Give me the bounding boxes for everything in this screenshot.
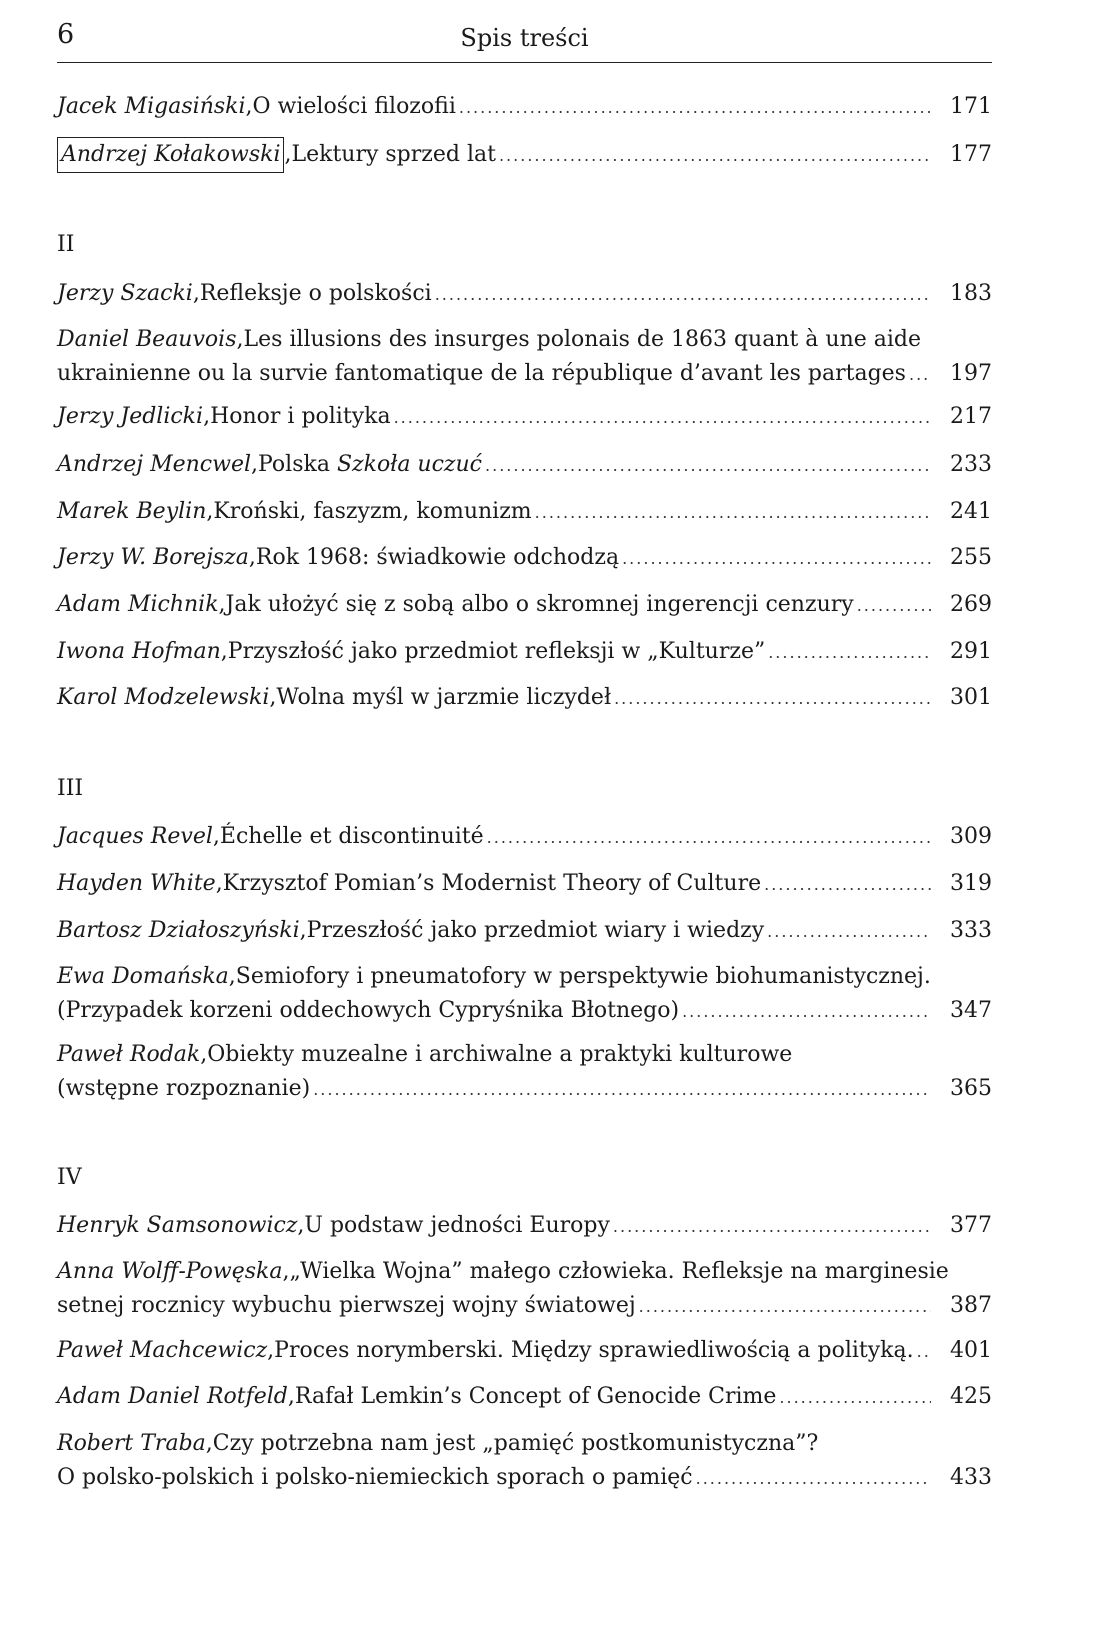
entry-page: 319 xyxy=(950,871,992,896)
entry-page: 233 xyxy=(950,452,992,477)
entry-title: Rafał Lemkin’s Concept of Genocide Crime xyxy=(294,1384,777,1409)
leader-dots xyxy=(682,995,931,1029)
leader-dots xyxy=(917,1335,931,1369)
entry-author: Paweł Machcewicz xyxy=(57,1338,268,1363)
entry-author: Henryk Samsonowicz xyxy=(57,1213,298,1238)
entry-title-line2: O polsko-polskich i polsko-niemieckich sporach o pamięć xyxy=(57,1465,693,1490)
toc-entry xyxy=(57,1209,992,1243)
leader-dots xyxy=(639,1290,931,1324)
entry-title: Krzysztof Pomian’s Modernist Theory of Culture xyxy=(222,871,762,896)
entry-title-line2: ukrainienne ou la survie fantomatique de la république d’avant les partages xyxy=(57,361,906,386)
entry-separator: , xyxy=(192,281,200,306)
toc-entry xyxy=(57,1255,992,1323)
entry-page: 217 xyxy=(950,404,992,429)
entry-title: U podstaw jedności Europy xyxy=(304,1213,610,1238)
entry-page: 365 xyxy=(950,1076,992,1101)
entry-separator: , xyxy=(297,1213,305,1238)
leader-dots xyxy=(696,1462,931,1496)
entry-title-line2: (wstępne rozpoznanie) xyxy=(57,1076,311,1101)
entry-separator: , xyxy=(220,639,228,664)
entry-author: Andrzej Kołakowski xyxy=(57,137,284,173)
entry-author: Jerzy Jedlicki xyxy=(57,404,204,429)
entry-page: 269 xyxy=(950,592,992,617)
entry-separator: , xyxy=(245,94,253,119)
entry-separator: , xyxy=(212,824,220,849)
entry-separator: , xyxy=(228,964,236,989)
entry-separator: , xyxy=(269,685,277,710)
toc-entry xyxy=(57,960,992,1028)
leader-dots xyxy=(485,449,931,483)
entry-author: Robert Traba xyxy=(57,1431,206,1456)
entry-author: Hayden White xyxy=(57,871,216,896)
entry-author: Anna Wolff-Powęska xyxy=(57,1259,283,1284)
entry-title-italic: Szkoła uczuć xyxy=(336,452,483,477)
entry-separator: , xyxy=(299,918,307,943)
toc-entry xyxy=(57,867,992,901)
leader-dots xyxy=(622,542,931,576)
entry-author: Jacques Revel xyxy=(57,824,213,849)
entry-title-line1: Semiofory i pneumatofory w perspektywie biohumanistycznej. xyxy=(235,964,931,989)
entry-page: 333 xyxy=(950,918,992,943)
leader-dots xyxy=(313,1073,931,1107)
entry-title-line1: „Wielka Wojna” małego człowieka. Refleksje na marginesie xyxy=(289,1259,949,1284)
entry-separator: , xyxy=(248,545,256,570)
toc-entry xyxy=(57,1334,992,1368)
entry-page: 241 xyxy=(950,499,992,524)
entry-author: Jerzy Szacki xyxy=(57,281,193,306)
entry-separator: , xyxy=(203,404,211,429)
toc-entry xyxy=(57,635,992,669)
entry-author: Bartosz Działoszyński xyxy=(57,918,300,943)
entry-page: 309 xyxy=(950,824,992,849)
entry-title-line1: Czy potrzebna nam jest „pamięć postkomunistyczna”? xyxy=(212,1431,819,1456)
entry-separator: , xyxy=(287,1384,295,1409)
toc-entry xyxy=(57,323,992,391)
entry-title: Refleksje o polskości xyxy=(199,281,432,306)
section-heading: II xyxy=(57,232,75,257)
leader-dots xyxy=(767,915,931,949)
leader-dots xyxy=(459,91,931,125)
entry-page: 401 xyxy=(950,1338,992,1363)
entry-page: 301 xyxy=(950,685,992,710)
entry-title: Honor i polityka xyxy=(210,404,391,429)
entry-separator: , xyxy=(236,327,244,352)
entry-separator: , xyxy=(215,871,223,896)
entry-title: Wolna myśl w jarzmie liczydeł xyxy=(276,685,612,710)
leader-dots xyxy=(857,589,931,623)
entry-author: Karol Modzelewski xyxy=(57,685,270,710)
entry-author: Paweł Rodak xyxy=(57,1042,201,1067)
entry-separator: , xyxy=(282,1259,290,1284)
entry-page: 433 xyxy=(950,1465,992,1490)
entry-title-prefix: Polska xyxy=(258,452,330,477)
entry-author: Jacek Migasiński xyxy=(57,94,246,119)
entry-title-line1: Obiekty muzealne i archiwalne a praktyki kulturowe xyxy=(207,1042,793,1067)
entry-page: 377 xyxy=(950,1213,992,1238)
entry-page: 347 xyxy=(950,998,992,1023)
entry-title: Przeszłość jako przedmiot wiary i wiedzy xyxy=(306,918,765,943)
section-heading: IV xyxy=(57,1165,82,1190)
entry-title: Échelle et discontinuité xyxy=(219,824,484,849)
entry-page: 197 xyxy=(950,361,992,386)
page-number: 6 xyxy=(57,19,75,50)
leader-dots xyxy=(499,139,931,173)
entry-separator: , xyxy=(251,452,259,477)
entry-page: 387 xyxy=(950,1293,992,1318)
toc-entry xyxy=(57,1427,992,1495)
entry-title: Kroński, faszyzm, komunizm xyxy=(213,499,532,524)
leader-dots xyxy=(535,496,931,530)
toc-entry xyxy=(57,448,992,482)
entry-separator: , xyxy=(218,592,226,617)
entry-author: Daniel Beauvois xyxy=(57,327,237,352)
entry-author: Jerzy W. Borejsza xyxy=(57,545,249,570)
entry-page: 291 xyxy=(950,639,992,664)
entry-page: 171 xyxy=(950,94,992,119)
entry-author: Adam Daniel Rotfeld xyxy=(57,1384,288,1409)
entry-title: Jak ułożyć się z sobą albo o skromnej ingerencji cenzury xyxy=(225,592,854,617)
toc-entry xyxy=(57,90,992,124)
entry-separator: , xyxy=(284,142,292,167)
entry-author: Ewa Domańska xyxy=(57,964,229,989)
entry-separator: , xyxy=(205,1431,213,1456)
toc-entry xyxy=(57,914,992,948)
toc-entry xyxy=(57,541,992,575)
section-heading: III xyxy=(57,776,84,801)
entry-title: Przyszłość jako przedmiot refleksji w „Kulturze” xyxy=(227,639,766,664)
entry-author: Andrzej Mencwel xyxy=(57,452,252,477)
toc-entry xyxy=(57,820,992,854)
entry-page: 177 xyxy=(950,142,992,167)
entry-separator: , xyxy=(267,1338,275,1363)
toc-entry xyxy=(57,277,992,311)
entry-title: Rok 1968: świadkowie odchodzą xyxy=(255,545,620,570)
leader-dots xyxy=(779,1381,931,1415)
entry-author: Iwona Hofman xyxy=(57,639,221,664)
leader-dots xyxy=(394,401,931,435)
toc-entry xyxy=(57,588,992,622)
toc-entry xyxy=(57,400,992,434)
entry-page: 425 xyxy=(950,1384,992,1409)
entry-page: 255 xyxy=(950,545,992,570)
leader-dots xyxy=(435,278,931,312)
entry-title: Proces norymberski. Między sprawiedliwością a polityką. xyxy=(274,1338,914,1363)
leader-dots xyxy=(768,636,931,670)
leader-dots xyxy=(909,358,931,392)
toc-entry xyxy=(57,137,992,171)
leader-dots xyxy=(614,682,931,716)
entry-title-line1: Les illusions des insurges polonais de 1863 quant à une aide xyxy=(243,327,922,352)
entry-separator: , xyxy=(200,1042,208,1067)
entry-separator: , xyxy=(206,499,214,524)
entry-author: Adam Michnik xyxy=(57,592,219,617)
header-rule xyxy=(57,62,992,63)
entry-title: Lektury sprzed lat xyxy=(291,142,496,167)
entry-author: Marek Beylin xyxy=(57,499,207,524)
leader-dots xyxy=(764,868,931,902)
toc-entry xyxy=(57,495,992,529)
toc-entry xyxy=(57,1380,992,1414)
entry-title: O wielości filozofii xyxy=(252,94,456,119)
entry-title-line2: (Przypadek korzeni oddechowych Cypryśnika Błotnego) xyxy=(57,998,680,1023)
running-title: Spis treści xyxy=(460,24,589,52)
entry-title-line2: setnej rocznicy wybuchu pierwszej wojny światowej xyxy=(57,1293,636,1318)
leader-dots xyxy=(613,1210,931,1244)
toc-entry xyxy=(57,681,992,715)
toc-entry xyxy=(57,1038,992,1106)
entry-page: 183 xyxy=(950,281,992,306)
leader-dots xyxy=(487,821,931,855)
page-header xyxy=(57,20,992,60)
